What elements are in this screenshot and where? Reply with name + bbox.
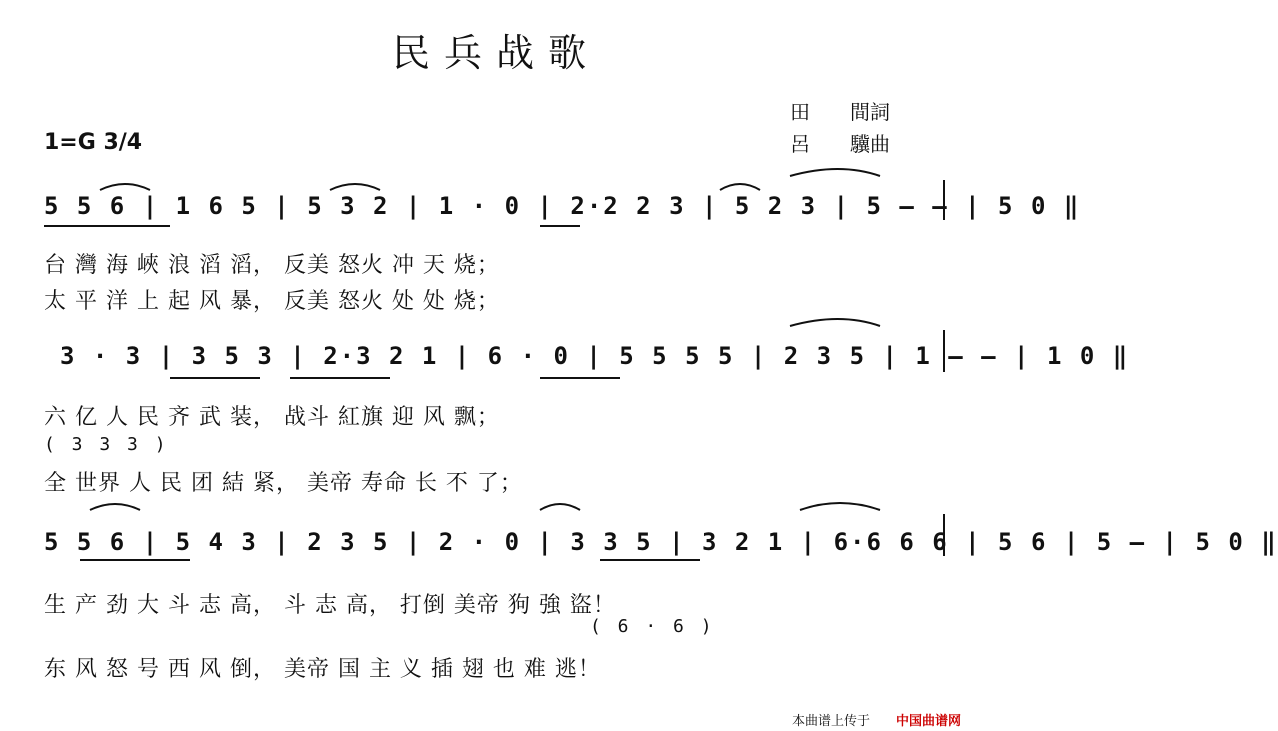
slur-mark [720,184,760,190]
slur-mark [330,184,380,190]
variant-notes-row-2: ( 3 3 3 ) [44,434,169,455]
slur-mark [800,503,880,510]
slur-mark [100,184,150,190]
lyrics-row-1-verse-1: 台 灣 海 峽 浪 滔 滔， 反美 怒火 冲 天 烧； [44,253,500,278]
slur-mark [540,504,580,510]
lyricist-credit: 田 間詞 [790,100,890,124]
lyrics-row-2-verse-1: 六 亿 人 民 齐 武 装， 战斗 紅旗 迎 风 飘； [44,405,500,430]
slur-mark [790,169,880,176]
lyrics-row-1-verse-2: 太 平 洋 上 起 风 暴， 反美 怒火 处 处 烧； [44,289,500,314]
song-title: 民兵战歌 [391,31,600,75]
lyrics-row-3-verse-2: 东 风 怒 号 西 风 倒， 美帝 国 主 义 插 翅 也 难 逃！ [44,657,601,682]
slur-mark [90,504,140,510]
lyrics-row-3-verse-1: 生 产 劲 大 斗 志 高， 斗 志 高， 打倒 美帝 狗 強 盜！ [44,593,616,618]
variant-notes-row-3: ( 6 · 6 ) [590,616,715,637]
notation-row-3: 5 5 6 | 5 4 3 | 2 3 5 | 2 · 0 | 3 3 5 | 3 2 1 | 6·6 6 6 | 5 6 | 5 — | 5 0 ‖ [44,528,1278,556]
notation-row-1: 5 5 6 | 1 6 5 | 5 3 2 | 1 · 0 | 2·2 2 3 | 5 2 3 | 5 — — | 5 0 ‖ [44,192,1081,220]
notation-row-2: 3 · 3 | 3 5 3 | 2·3 2 1 | 6 · 0 | 5 5 5 5 | 2 3 5 | 1 — — | 1 0 ‖ [60,342,1130,370]
slur-mark [790,319,880,326]
composer-credit: 呂 驥曲 [790,132,890,156]
lyrics-row-2-verse-2: 全 世界 人 民 团 結 紧， 美帝 寿命 长 不 了； [44,471,523,496]
footer-text: 本曲谱上传于 [792,714,871,729]
footer-brand[interactable]: 中国曲谱网 [896,714,962,729]
key-signature: 1=G 3/4 [44,130,143,155]
